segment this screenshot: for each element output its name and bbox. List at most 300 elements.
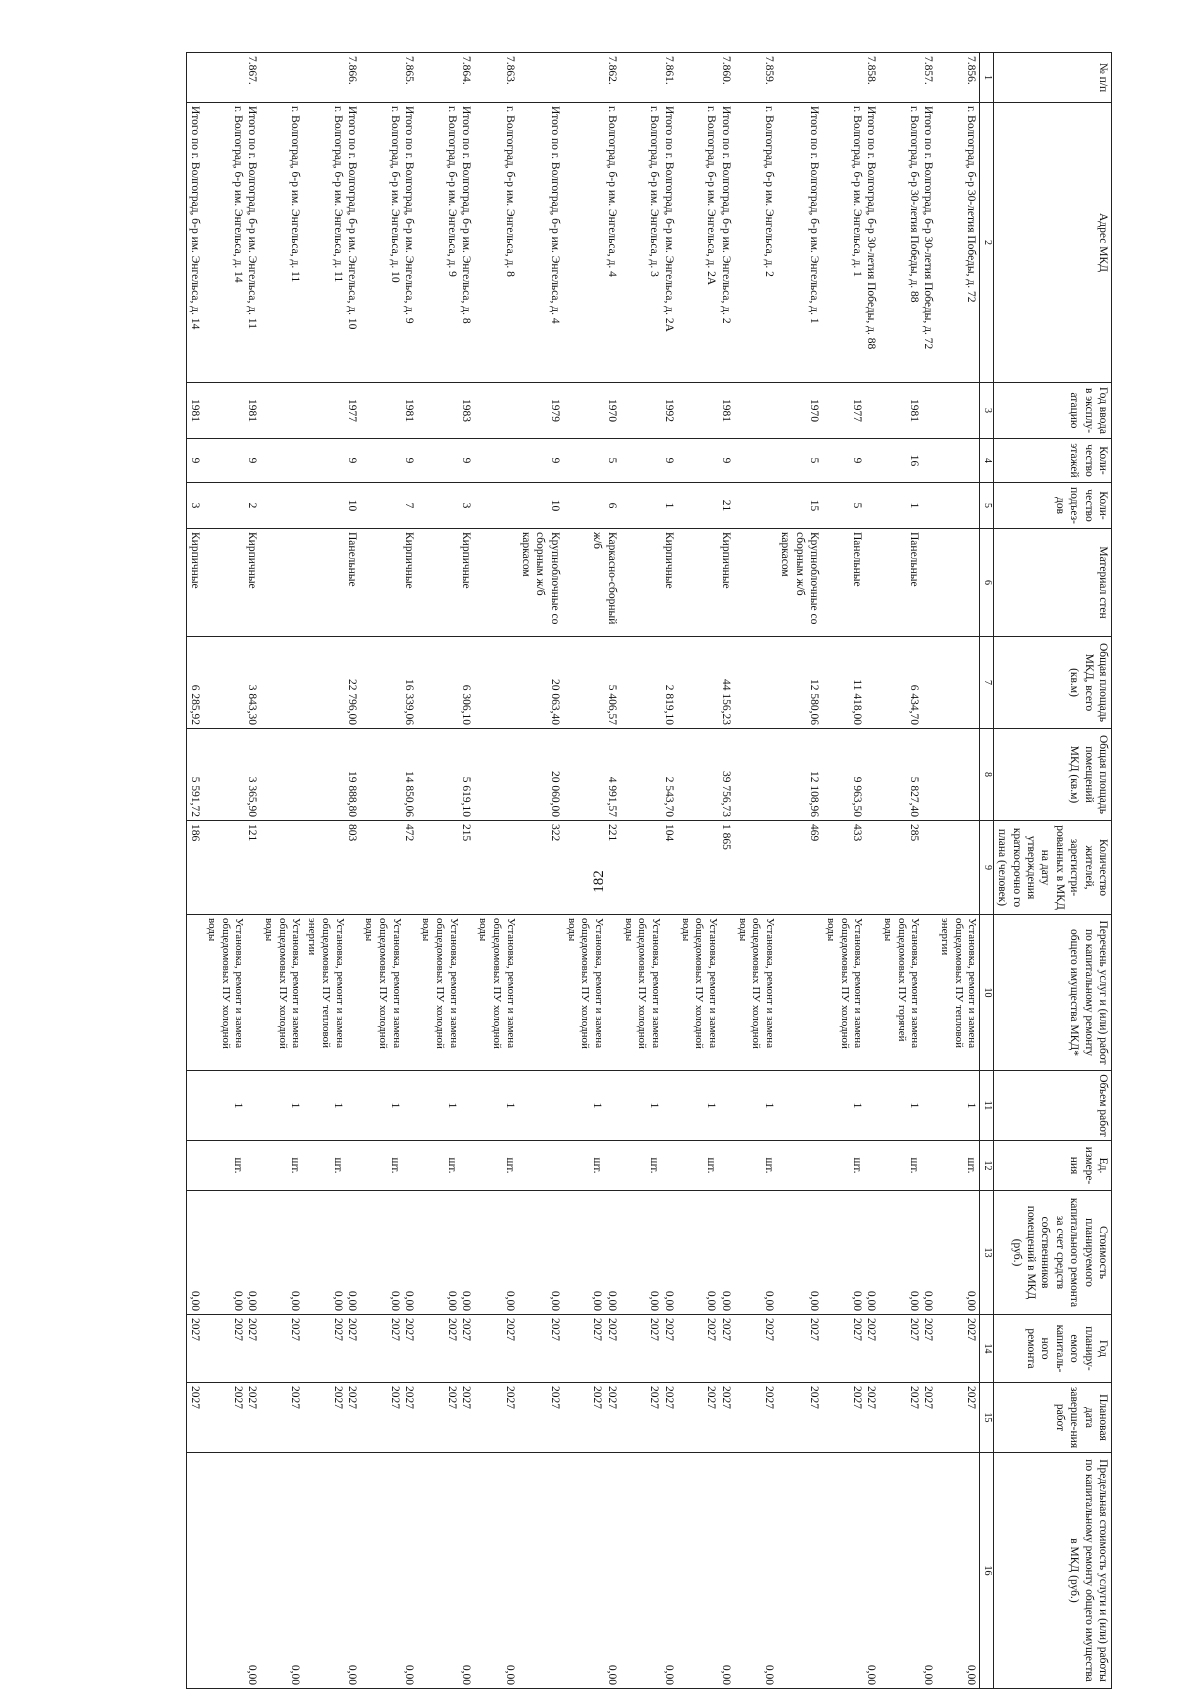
- cell-plan-year: 2027: [518, 1315, 563, 1383]
- cell-unit: шт.: [361, 1141, 418, 1191]
- cell-area-total: 16 339,06: [361, 637, 418, 729]
- cell-area-total: [936, 637, 980, 729]
- cell-entrances: 6: [563, 483, 620, 529]
- header-cell: Количество жителей, зарегистри-рованных в МКД на дату утверждения краткосрочно го плана (человек): [994, 821, 1112, 915]
- cell-address: г. Волгоград, б-р им. Энгельса, д. 8: [475, 103, 518, 383]
- cell-floors: 9: [203, 439, 260, 483]
- cell-volume: 1: [260, 1071, 303, 1141]
- cell-floors: 9: [677, 439, 734, 483]
- header-cell: Коли-чество этажей: [994, 439, 1112, 483]
- cell-plan-year: 2027 2027: [304, 1315, 361, 1383]
- cell-address: Итого по г. Волгоград, б-р им. Энгельса, д. 8 г. Волгоград, б-р им. Энгельса, д. 9: [418, 103, 475, 383]
- cell-unit: шт.: [822, 1141, 879, 1191]
- table-row: [777, 53, 822, 1689]
- cell-address: Итого по г. Волгоград, б-р им. Энгельса, д. 2 г. Волгоград, б-р им. Энгельса, д. 2А: [677, 103, 734, 383]
- cell-volume: 1: [879, 1071, 936, 1141]
- cell-area-rooms: 5 591,72: [186, 729, 203, 821]
- cell-cost: 0,00 0,00: [304, 1191, 361, 1315]
- cell-cost: 0,00: [936, 1191, 980, 1315]
- table-row: [677, 53, 734, 1689]
- cell-volume: 1: [936, 1071, 980, 1141]
- header-cell: Плановая дата заверше-ния работ: [994, 1383, 1112, 1453]
- header-cell: Общая площадь МКД, всего (кв.м): [994, 637, 1112, 729]
- cell-number: 7.856.: [936, 53, 980, 103]
- cell-cost: 0,00 0,00: [879, 1191, 936, 1315]
- cell-work: Установка, ремонт и замена общедомовых ПУ холодной воды: [475, 915, 518, 1071]
- cell-address: г. Волгоград, б-р им. Энгельса, д. 4: [563, 103, 620, 383]
- column-number: 10: [980, 915, 994, 1071]
- cell-end-date: 2027 2027: [563, 1383, 620, 1453]
- cell-plan-year: 2027 2027: [418, 1315, 475, 1383]
- cell-address: Итого по г. Волгоград, б-р им. Энгельса, д. 2А г. Волгоград, б-р им. Энгельса, д. 3: [620, 103, 677, 383]
- cell-area-rooms: 5 827,40: [879, 729, 936, 821]
- cell-unit: [518, 1141, 563, 1191]
- cell-area-rooms: 4 991,57: [563, 729, 620, 821]
- cell-number: 7.861.: [620, 53, 677, 103]
- table-row: [203, 53, 260, 1689]
- cell-number: 7.864.: [418, 53, 475, 103]
- cell-area-total: 3 843,30: [203, 637, 260, 729]
- cell-year: 1977: [822, 383, 879, 439]
- cell-plan-year: 2027: [734, 1315, 777, 1383]
- cell-volume: 1: [620, 1071, 677, 1141]
- table-row: [260, 53, 303, 1689]
- cell-address: Итого по г. Волгоград, б-р им. Энгельса, д. 10 г. Волгоград, б-р им. Энгельса, д. 11: [304, 103, 361, 383]
- cell-area-total: 11 418,00: [822, 637, 879, 729]
- cell-area-total: 2 819,10: [620, 637, 677, 729]
- table-body: [186, 53, 980, 1689]
- cell-unit: [777, 1141, 822, 1191]
- cell-walls: Кирпичные: [620, 529, 677, 637]
- cell-floors: 9: [304, 439, 361, 483]
- cell-walls: [734, 529, 777, 637]
- cell-entrances: [734, 483, 777, 529]
- cell-work: Установка, ремонт и замена общедомовых ПУ холодной воды: [734, 915, 777, 1071]
- cell-work: Установка, ремонт и замена общедомовых ПУ холодной воды: [620, 915, 677, 1071]
- cell-work: Установка, ремонт и замена общедомовых ПУ тепловой энергии: [936, 915, 980, 1071]
- header-cell: Год планиру-емого капиталь-ного ремонта: [994, 1315, 1112, 1383]
- cell-floors: 5: [563, 439, 620, 483]
- cell-plan-year: 2027: [260, 1315, 303, 1383]
- cell-number: 7.862.: [563, 53, 620, 103]
- cell-walls: Каркасно-сборный ж/б: [563, 529, 620, 637]
- cell-area-rooms: [260, 729, 303, 821]
- cell-year: 1992: [620, 383, 677, 439]
- cell-limit: 0,00: [677, 1453, 734, 1689]
- cell-year: 1981: [879, 383, 936, 439]
- cell-limit: [186, 1453, 203, 1689]
- cell-year: 1970: [777, 383, 822, 439]
- cell-volume: [518, 1071, 563, 1141]
- cell-work: Установка, ремонт и замена общедомовых ПУ холодной воды: [418, 915, 475, 1071]
- cell-plan-year: 2027: [936, 1315, 980, 1383]
- header-cell: Объем работ: [994, 1071, 1112, 1141]
- cell-unit: шт.: [936, 1141, 980, 1191]
- cell-volume: 1: [677, 1071, 734, 1141]
- cell-cost: 0,00: [518, 1191, 563, 1315]
- cell-walls: Крупноблочные со сборным ж/б каркасом: [518, 529, 563, 637]
- table-row: [304, 53, 361, 1689]
- cell-end-date: 2027: [777, 1383, 822, 1453]
- cell-number: 7.863.: [475, 53, 518, 103]
- cell-volume: 1: [563, 1071, 620, 1141]
- column-number: 9: [980, 821, 994, 915]
- column-number: 16: [980, 1453, 994, 1689]
- cell-number: 7.857.: [879, 53, 936, 103]
- cell-year: [475, 383, 518, 439]
- cell-residents: 803: [304, 821, 361, 915]
- cell-area-total: 5 406,57: [563, 637, 620, 729]
- table-row: [361, 53, 418, 1689]
- page-number: 182: [590, 870, 607, 893]
- column-number: 5: [980, 483, 994, 529]
- cell-work: [777, 915, 822, 1071]
- cell-residents: 215: [418, 821, 475, 915]
- cell-area-total: 6 434,70: [879, 637, 936, 729]
- cell-area-total: 22 796,00: [304, 637, 361, 729]
- cell-work: Установка, ремонт и замена общедомовых ПУ холодной воды: [361, 915, 418, 1071]
- cell-end-date: 2027 2027: [304, 1383, 361, 1453]
- cell-limit: 0,00: [304, 1453, 361, 1689]
- cell-year: 1981: [203, 383, 260, 439]
- cell-year: 1981: [186, 383, 203, 439]
- cell-plan-year: 2027: [475, 1315, 518, 1383]
- cell-walls: Крупноблочные со сборным ж/б каркасом: [777, 529, 822, 637]
- cell-walls: Кирпичные: [677, 529, 734, 637]
- cell-number: 7.859.: [734, 53, 777, 103]
- cell-number: [186, 53, 203, 103]
- table-row: [936, 53, 980, 1689]
- cell-cost: 0,00: [734, 1191, 777, 1315]
- cell-area-total: 20 063,40: [518, 637, 563, 729]
- cell-volume: 1: [734, 1071, 777, 1141]
- header-cell: Коли-чество подъез-дов: [994, 483, 1112, 529]
- cell-area-rooms: 12 108,96: [777, 729, 822, 821]
- column-number: 12: [980, 1141, 994, 1191]
- column-number-row: [980, 53, 994, 1689]
- cell-end-date: 2027 2027: [418, 1383, 475, 1453]
- cell-walls: Кирпичные: [361, 529, 418, 637]
- table-row: [518, 53, 563, 1689]
- table-row: [418, 53, 475, 1689]
- header-cell: Ед. измере-ния: [994, 1141, 1112, 1191]
- cell-volume: 1: [304, 1071, 361, 1141]
- cell-plan-year: 2027 2027: [879, 1315, 936, 1383]
- cell-residents: 433: [822, 821, 879, 915]
- cell-number: 7.867.: [203, 53, 260, 103]
- cell-entrances: 7: [361, 483, 418, 529]
- cell-address: Итого по г. Волгоград, б-р им. Энгельса, д. 11 г. Волгоград, б-р им. Энгельса, д. 14: [203, 103, 260, 383]
- column-number: 7: [980, 637, 994, 729]
- cell-floors: 9: [620, 439, 677, 483]
- header-cell: Стоимость планируемого капитального ремонта за счет средств собственников помещений в МКД (руб.): [994, 1191, 1112, 1315]
- table-row: [879, 53, 936, 1689]
- cell-limit: 0,00: [620, 1453, 677, 1689]
- cell-residents: 322: [518, 821, 563, 915]
- cell-number: 7.866.: [304, 53, 361, 103]
- table-row: [475, 53, 518, 1689]
- cell-residents: 472: [361, 821, 418, 915]
- cell-volume: 1: [361, 1071, 418, 1141]
- cell-work: Установка, ремонт и замена общедомовых ПУ горячей воды: [879, 915, 936, 1071]
- cell-residents: [936, 821, 980, 915]
- cell-cost: 0,00 0,00: [677, 1191, 734, 1315]
- cell-cost: 0,00 0,00: [563, 1191, 620, 1315]
- cell-entrances: 10: [304, 483, 361, 529]
- cell-area-rooms: 3 365,90: [203, 729, 260, 821]
- cell-year: 1981: [361, 383, 418, 439]
- cell-volume: 1: [203, 1071, 260, 1141]
- cell-work: Установка, ремонт и замена общедомовых ПУ холодной воды: [822, 915, 879, 1071]
- cell-limit: 0,00: [879, 1453, 936, 1689]
- cell-unit: [186, 1141, 203, 1191]
- cell-cost: 0,00: [777, 1191, 822, 1315]
- column-number: 3: [980, 383, 994, 439]
- cell-floors: [936, 439, 980, 483]
- cell-year: 1979: [518, 383, 563, 439]
- cell-area-total: 6 285,92: [186, 637, 203, 729]
- cell-end-date: 2027: [518, 1383, 563, 1453]
- cell-residents: 186: [186, 821, 203, 915]
- cell-year: 1970: [563, 383, 620, 439]
- cell-entrances: [936, 483, 980, 529]
- header-cell: Предельная стоимость услуги и (или) работы по капитальному ремонту общего имущества в МКД (руб.): [994, 1453, 1112, 1689]
- cell-work: [518, 915, 563, 1071]
- cell-year: 1981: [677, 383, 734, 439]
- cell-floors: 9: [822, 439, 879, 483]
- header-row: [994, 53, 1112, 1689]
- cell-entrances: 2: [203, 483, 260, 529]
- cell-limit: [777, 1453, 822, 1689]
- cell-walls: [260, 529, 303, 637]
- cell-residents: 469: [777, 821, 822, 915]
- cell-entrances: 1: [620, 483, 677, 529]
- cell-number: 7.858.: [822, 53, 879, 103]
- cell-limit: 0,00: [936, 1453, 980, 1689]
- cell-address: Итого по г. Волгоград, б-р им. Энгельса, д. 9 г. Волгоград, б-р им. Энгельса, д. 10: [361, 103, 418, 383]
- cell-address: г. Волгоград, б-р 30-летия Победы, д. 72: [936, 103, 980, 383]
- cell-floors: 9: [361, 439, 418, 483]
- capital-repair-table: [186, 52, 1112, 1689]
- column-number: 2: [980, 103, 994, 383]
- cell-area-total: [734, 637, 777, 729]
- cell-walls: Кирпичные: [418, 529, 475, 637]
- cell-unit: шт.: [563, 1141, 620, 1191]
- column-number: 13: [980, 1191, 994, 1315]
- cell-walls: Панельные: [304, 529, 361, 637]
- cell-unit: шт.: [475, 1141, 518, 1191]
- cell-number: 7.860.: [677, 53, 734, 103]
- header-cell: Год ввода в эксплу-атацию: [994, 383, 1112, 439]
- cell-end-date: 2027: [186, 1383, 203, 1453]
- cell-area-rooms: 19 888,80: [304, 729, 361, 821]
- cell-end-date: 2027: [260, 1383, 303, 1453]
- cell-area-rooms: 5 619,10: [418, 729, 475, 821]
- cell-unit: шт.: [620, 1141, 677, 1191]
- cell-work: [186, 915, 203, 1071]
- cell-end-date: 2027 2027: [361, 1383, 418, 1453]
- cell-cost: 0,00: [186, 1191, 203, 1315]
- cell-area-rooms: 14 850,06: [361, 729, 418, 821]
- cell-cost: 0,00 0,00: [822, 1191, 879, 1315]
- table-row: [186, 53, 203, 1689]
- cell-limit: 0,00: [475, 1453, 518, 1689]
- cell-residents: 121: [203, 821, 260, 915]
- cell-volume: 1: [418, 1071, 475, 1141]
- cell-floors: [734, 439, 777, 483]
- cell-work: Установка, ремонт и замена общедомовых ПУ холодной воды: [260, 915, 303, 1071]
- cell-address: Итого по г. Волгоград, б-р им. Энгельса, д. 1: [777, 103, 822, 383]
- cell-work: Установка, ремонт и замена общедомовых ПУ холодной воды: [203, 915, 260, 1071]
- table-header: [980, 53, 1112, 1689]
- column-number: 4: [980, 439, 994, 483]
- cell-area-rooms: [936, 729, 980, 821]
- cell-residents: 221: [563, 821, 620, 915]
- cell-area-total: 12 580,06: [777, 637, 822, 729]
- cell-unit: шт.: [734, 1141, 777, 1191]
- cell-area-total: [260, 637, 303, 729]
- cell-entrances: 1: [879, 483, 936, 529]
- cell-plan-year: 2027 2027: [822, 1315, 879, 1383]
- cell-limit: 0,00: [418, 1453, 475, 1689]
- cell-cost: 0,00 0,00: [620, 1191, 677, 1315]
- cell-plan-year: 2027 2027: [361, 1315, 418, 1383]
- cell-residents: 285: [879, 821, 936, 915]
- cell-area-total: 44 156,23: [677, 637, 734, 729]
- cell-plan-year: 2027 2027: [203, 1315, 260, 1383]
- cell-walls: [936, 529, 980, 637]
- cell-end-date: 2027 2027: [677, 1383, 734, 1453]
- cell-cost: 0,00 0,00: [418, 1191, 475, 1315]
- cell-volume: 1: [822, 1071, 879, 1141]
- cell-number: [260, 53, 303, 103]
- cell-entrances: 15: [777, 483, 822, 529]
- cell-area-total: 6 306,10: [418, 637, 475, 729]
- cell-year: 1983: [418, 383, 475, 439]
- cell-entrances: 21: [677, 483, 734, 529]
- cell-unit: шт.: [203, 1141, 260, 1191]
- cell-entrances: 10: [518, 483, 563, 529]
- cell-limit: 0,00: [734, 1453, 777, 1689]
- column-number: 15: [980, 1383, 994, 1453]
- cell-floors: [260, 439, 303, 483]
- cell-area-rooms: 39 756,73: [677, 729, 734, 821]
- cell-entrances: [260, 483, 303, 529]
- column-number: 6: [980, 529, 994, 637]
- cell-cost: 0,00: [260, 1191, 303, 1315]
- cell-plan-year: 2027 2027: [677, 1315, 734, 1383]
- cell-work: Установка, ремонт и замена общедомовых ПУ холодной воды: [677, 915, 734, 1071]
- cell-floors: 9: [418, 439, 475, 483]
- cell-plan-year: 2027: [186, 1315, 203, 1383]
- column-number: 8: [980, 729, 994, 821]
- cell-plan-year: 2027 2027: [620, 1315, 677, 1383]
- cell-area-rooms: 20 060,00: [518, 729, 563, 821]
- cell-cost: 0,00: [475, 1191, 518, 1315]
- cell-end-date: 2027 2027: [822, 1383, 879, 1453]
- cell-area-total: [475, 637, 518, 729]
- cell-unit: шт.: [304, 1141, 361, 1191]
- cell-unit: шт.: [677, 1141, 734, 1191]
- column-number: 11: [980, 1071, 994, 1141]
- cell-plan-year: 2027 2027: [563, 1315, 620, 1383]
- cell-floors: 5: [777, 439, 822, 483]
- header-cell: Общая площадь помещений МКД (кв.м): [994, 729, 1112, 821]
- header-cell: № п/п: [994, 53, 1112, 103]
- cell-year: 1977: [304, 383, 361, 439]
- cell-limit: 0,00: [563, 1453, 620, 1689]
- cell-residents: 104: [620, 821, 677, 915]
- table-row: [734, 53, 777, 1689]
- cell-year: [936, 383, 980, 439]
- cell-walls: Кирпичные: [186, 529, 203, 637]
- cell-end-date: 2027 2027: [203, 1383, 260, 1453]
- cell-walls: Панельные: [879, 529, 936, 637]
- cell-limit: 0,00: [361, 1453, 418, 1689]
- cell-entrances: 3: [186, 483, 203, 529]
- cell-address: г. Волгоград, б-р им. Энгельса, д. 11: [260, 103, 303, 383]
- cell-year: [260, 383, 303, 439]
- cell-area-rooms: 9 963,50: [822, 729, 879, 821]
- rotated-page: [52, 52, 1112, 1688]
- cell-volume: [777, 1071, 822, 1141]
- column-number: 14: [980, 1315, 994, 1383]
- cell-unit: шт.: [260, 1141, 303, 1191]
- cell-limit: [518, 1453, 563, 1689]
- cell-volume: [186, 1071, 203, 1141]
- cell-volume: 1: [475, 1071, 518, 1141]
- cell-walls: Кирпичные: [203, 529, 260, 637]
- cell-residents: [475, 821, 518, 915]
- table-row: [822, 53, 879, 1689]
- cell-limit: 0,00: [260, 1453, 303, 1689]
- cell-unit: шт.: [418, 1141, 475, 1191]
- cell-work: Установка, ремонт и замена общедомовых ПУ холодной воды: [563, 915, 620, 1071]
- cell-cost: 0,00 0,00: [361, 1191, 418, 1315]
- cell-end-date: 2027: [734, 1383, 777, 1453]
- header-cell: Перечень услуг и (или) работ по капитальному ремонту общего имущества МКД*: [994, 915, 1112, 1071]
- cell-address: Итого по г. Волгоград, б-р им. Энгельса, д. 14: [186, 103, 203, 383]
- cell-entrances: [475, 483, 518, 529]
- cell-end-date: 2027 2027: [620, 1383, 677, 1453]
- cell-walls: [475, 529, 518, 637]
- cell-address: Итого по г. Волгоград, б-р 30-летия Победы, д. 88 г. Волгоград, б-р им. Энгельса, д. 1: [822, 103, 879, 383]
- cell-year: [734, 383, 777, 439]
- cell-cost: 0,00 0,00: [203, 1191, 260, 1315]
- cell-floors: 9: [186, 439, 203, 483]
- cell-plan-year: 2027: [777, 1315, 822, 1383]
- cell-area-rooms: 2 543,70: [620, 729, 677, 821]
- table-row: [620, 53, 677, 1689]
- header-cell: Материал стен: [994, 529, 1112, 637]
- cell-end-date: 2027: [936, 1383, 980, 1453]
- cell-floors: [475, 439, 518, 483]
- cell-residents: [260, 821, 303, 915]
- table-row: [563, 53, 620, 1689]
- cell-address: Итого по г. Волгоград, б-р им. Энгельса, д. 4: [518, 103, 563, 383]
- cell-limit: 0,00: [822, 1453, 879, 1689]
- cell-unit: шт.: [879, 1141, 936, 1191]
- cell-limit: 0,00: [203, 1453, 260, 1689]
- cell-end-date: 2027 2027: [879, 1383, 936, 1453]
- cell-number: 7.865.: [361, 53, 418, 103]
- cell-number: [777, 53, 822, 103]
- cell-end-date: 2027: [475, 1383, 518, 1453]
- cell-number: [518, 53, 563, 103]
- cell-floors: 16: [879, 439, 936, 483]
- cell-area-rooms: [475, 729, 518, 821]
- cell-floors: 9: [518, 439, 563, 483]
